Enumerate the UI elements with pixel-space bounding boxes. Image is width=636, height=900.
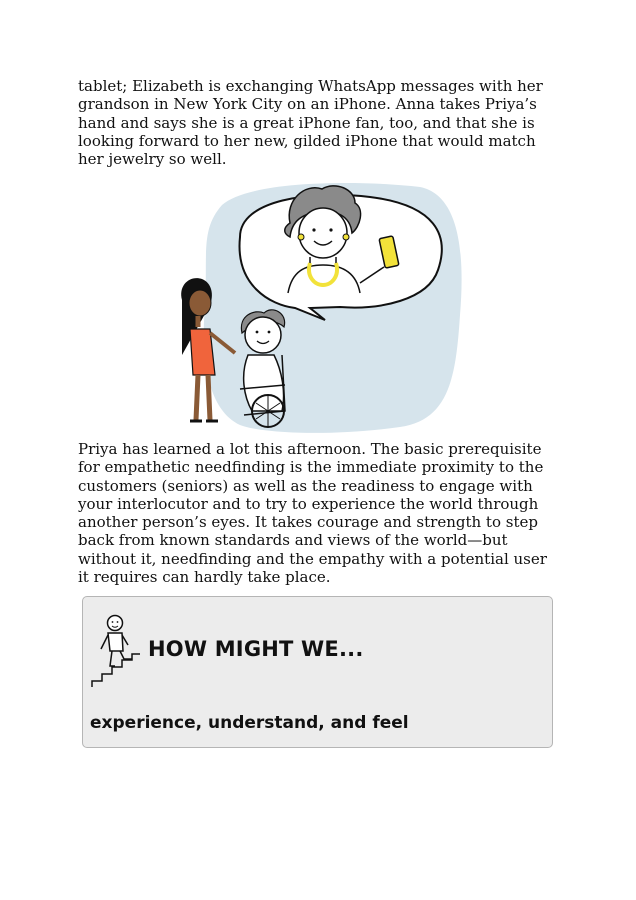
hmw-title: HOW MIGHT WE...	[148, 637, 364, 661]
priya-face	[189, 290, 211, 316]
hmw-subtitle: experience, understand, and feel	[90, 713, 409, 733]
earring-right	[343, 234, 349, 240]
how-might-we-box	[82, 596, 553, 748]
senior-body	[244, 355, 284, 411]
paragraph-empathy: Priya has learned a lot this afternoon. The basic prerequisite for empathetic needfinding is the immediate proximity to the customers (seniors) as well as the readiness to engage with your interlocutor and to try to experience the world through another person’s eyes. It takes courage and strength to step back from known standards and views of the world—but without it, needfinding and the empathy with a potential user it requires can hardly take place.	[78, 440, 547, 587]
stick-figure-climbing-stairs-icon	[88, 611, 146, 691]
senior-face	[245, 317, 281, 353]
senior-face-bubble	[299, 208, 347, 258]
paragraph-intro: tablet; Elizabeth is exchanging WhatsApp messages with her grandson in New York City on an iPhone. Anna takes Priya’s hand and says she is a great iPhone fan, too, and that she is looking forward to her new, gilded iPhone that would match her jewelry so well.	[78, 77, 543, 169]
earring-left	[298, 234, 304, 240]
illustration-priya-and-senior	[160, 175, 470, 435]
